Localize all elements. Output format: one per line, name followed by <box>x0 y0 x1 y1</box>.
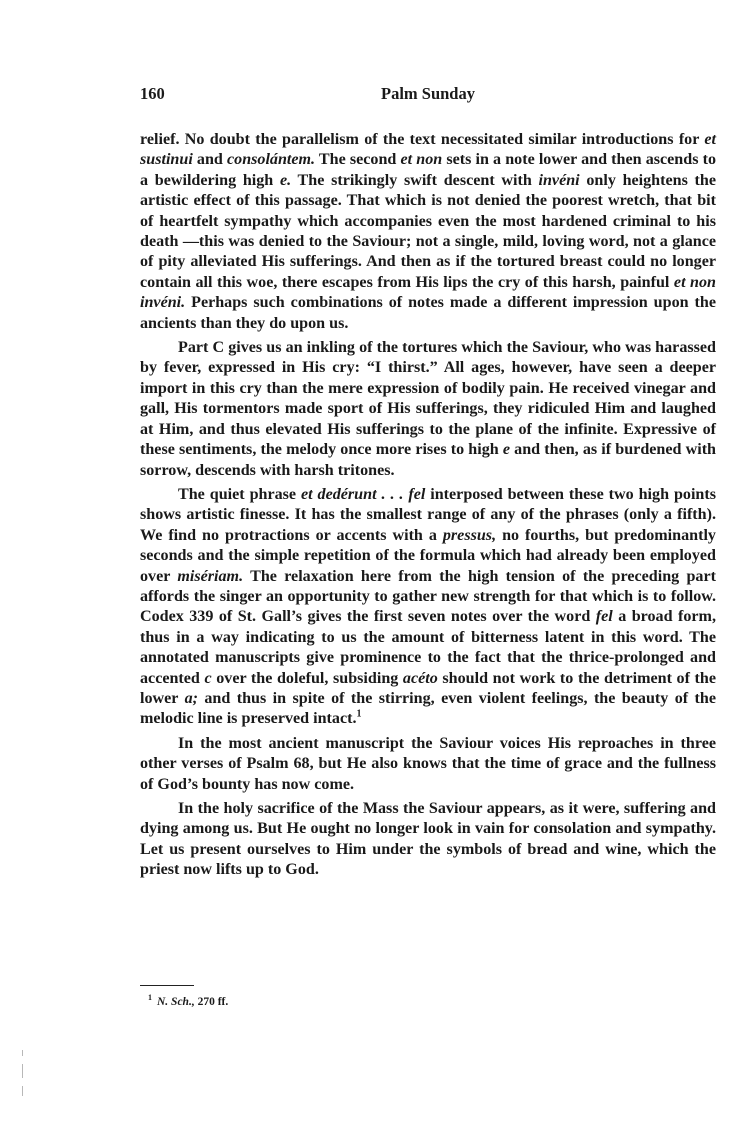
scan-mark <box>22 1050 23 1056</box>
paragraph-4 <box>140 734 716 795</box>
paragraph-2 <box>140 338 716 481</box>
text-run: interposed between these two high points shows artistic finesse. It has the smallest range of any of the phrases (only a fifth). We find no protractions or accents with a <box>140 485 716 544</box>
footnote <box>148 993 228 1008</box>
text-run: and then, as if burdened with sorrow, descends with harsh tritones. <box>140 441 717 479</box>
footnote-reference[interactable]: 1 <box>356 709 362 721</box>
latin-term: invéni <box>538 171 580 189</box>
text-run: should not work to the detriment of the lower <box>140 669 716 707</box>
latin-term: et sustinui <box>140 131 716 169</box>
paragraph-5 <box>140 799 716 881</box>
text-run: The quiet phrase <box>178 485 301 503</box>
footnote-mark: 1 <box>148 993 152 1002</box>
page-header <box>140 84 716 106</box>
scan-mark <box>22 1064 23 1078</box>
text-run: Perhaps such combinations of notes made a different impression upon the ancients than they do upon us. <box>140 294 716 332</box>
text-run: a broad form, thus in a way indicating to us the amount of bitterness latent in this word. The annotated manuscripts give prominence to the fact that the thrice-prolonged and accented <box>140 608 716 687</box>
latin-term: acéto <box>402 669 438 687</box>
text-run: The strikingly swift descent with <box>291 171 539 189</box>
text-run: Part C gives us an inkling of the tortures which the Saviour, who was harassed by fever, expressed in His cry: “I thirst.” All ages, however, have seen a deeper import in this cry than the mere expression of bodily pain. He received vinegar and gall, His tormentors made sport of His sufferings, they ridiculed Him and laughed at Him, and thus elevated His sufferings to the plane of the infinite. Expressive of these sentiments, the melody once more rises to high <box>140 339 716 459</box>
text-run: over the doleful, subsiding <box>211 669 403 687</box>
footnote-pages: 270 ff. <box>194 995 229 1008</box>
note-name: e <box>502 441 511 459</box>
paragraph-3 <box>140 485 716 730</box>
latin-term: fel <box>595 608 613 626</box>
text-run: The second <box>315 151 401 169</box>
text-run: In the holy sacrifice of the Mass the Saviour appears, as it were, suffering and dying among us. But He ought no longer look in vain for consolation and sympathy. Let us present ourselves to Him under the symbols of bread and wine, which the priest now lifts up to God. <box>140 800 716 879</box>
footnote-divider <box>140 985 194 986</box>
note-name: e. <box>279 171 292 189</box>
latin-term: pressus, <box>442 526 497 544</box>
page-number: 160 <box>140 84 165 103</box>
paragraph-1 <box>140 130 716 334</box>
latin-term: et non <box>400 151 443 169</box>
note-name: c <box>204 669 212 687</box>
running-title: Palm Sunday <box>381 84 475 103</box>
text-run: The relaxation here from the high tension of the preceding part affords the singer an opportunity to gather new strength for that which is to follow. Codex 339 of St. Gall’s gives the first seven notes over the word <box>140 567 716 626</box>
text-run: no fourths, but predominantly seconds and the simple repetition of the formula which had already been employed over <box>140 526 716 585</box>
latin-term: et dedérunt . . . fel <box>301 485 426 503</box>
note-name: a; <box>184 689 198 707</box>
text-run: and thus in spite of the stirring, even violent feelings, the beauty of the melodic line is preserved intact. <box>140 689 716 728</box>
scan-mark <box>22 1086 23 1096</box>
latin-term: et non invéni. <box>140 273 717 312</box>
latin-term: misériam. <box>177 567 244 585</box>
text-run: In the most ancient manuscript the Saviour voices His reproaches in three other verses of Psalm 68, but He also knows that the time of grace and the fullness of God’s bounty has now come. <box>140 734 716 793</box>
latin-term: consolántem. <box>227 151 316 169</box>
text-run: relief. No doubt the parallelism of the text necessitated similar introductions for <box>140 131 705 148</box>
scan-artifact <box>22 1050 24 1120</box>
footnote-source: N. Sch., <box>157 995 195 1008</box>
text-run: only heightens the artistic effect of this passage. That which is not denied the poorest wretch, that bit of heartfelt sympathy which accompanies even the most hardened criminal to his death —this was denied to the Saviour; not a single, mild, loving word, not a glance of pity alleviated His sufferings. And then as if the tortured breast could no longer contain all this woe, there escapes from His lips the cry of this harsh, painful <box>140 171 716 291</box>
text-run: and <box>192 151 227 169</box>
text-run: sets in a note lower and then ascends to a bewildering high <box>140 151 716 189</box>
body-text <box>140 130 716 881</box>
